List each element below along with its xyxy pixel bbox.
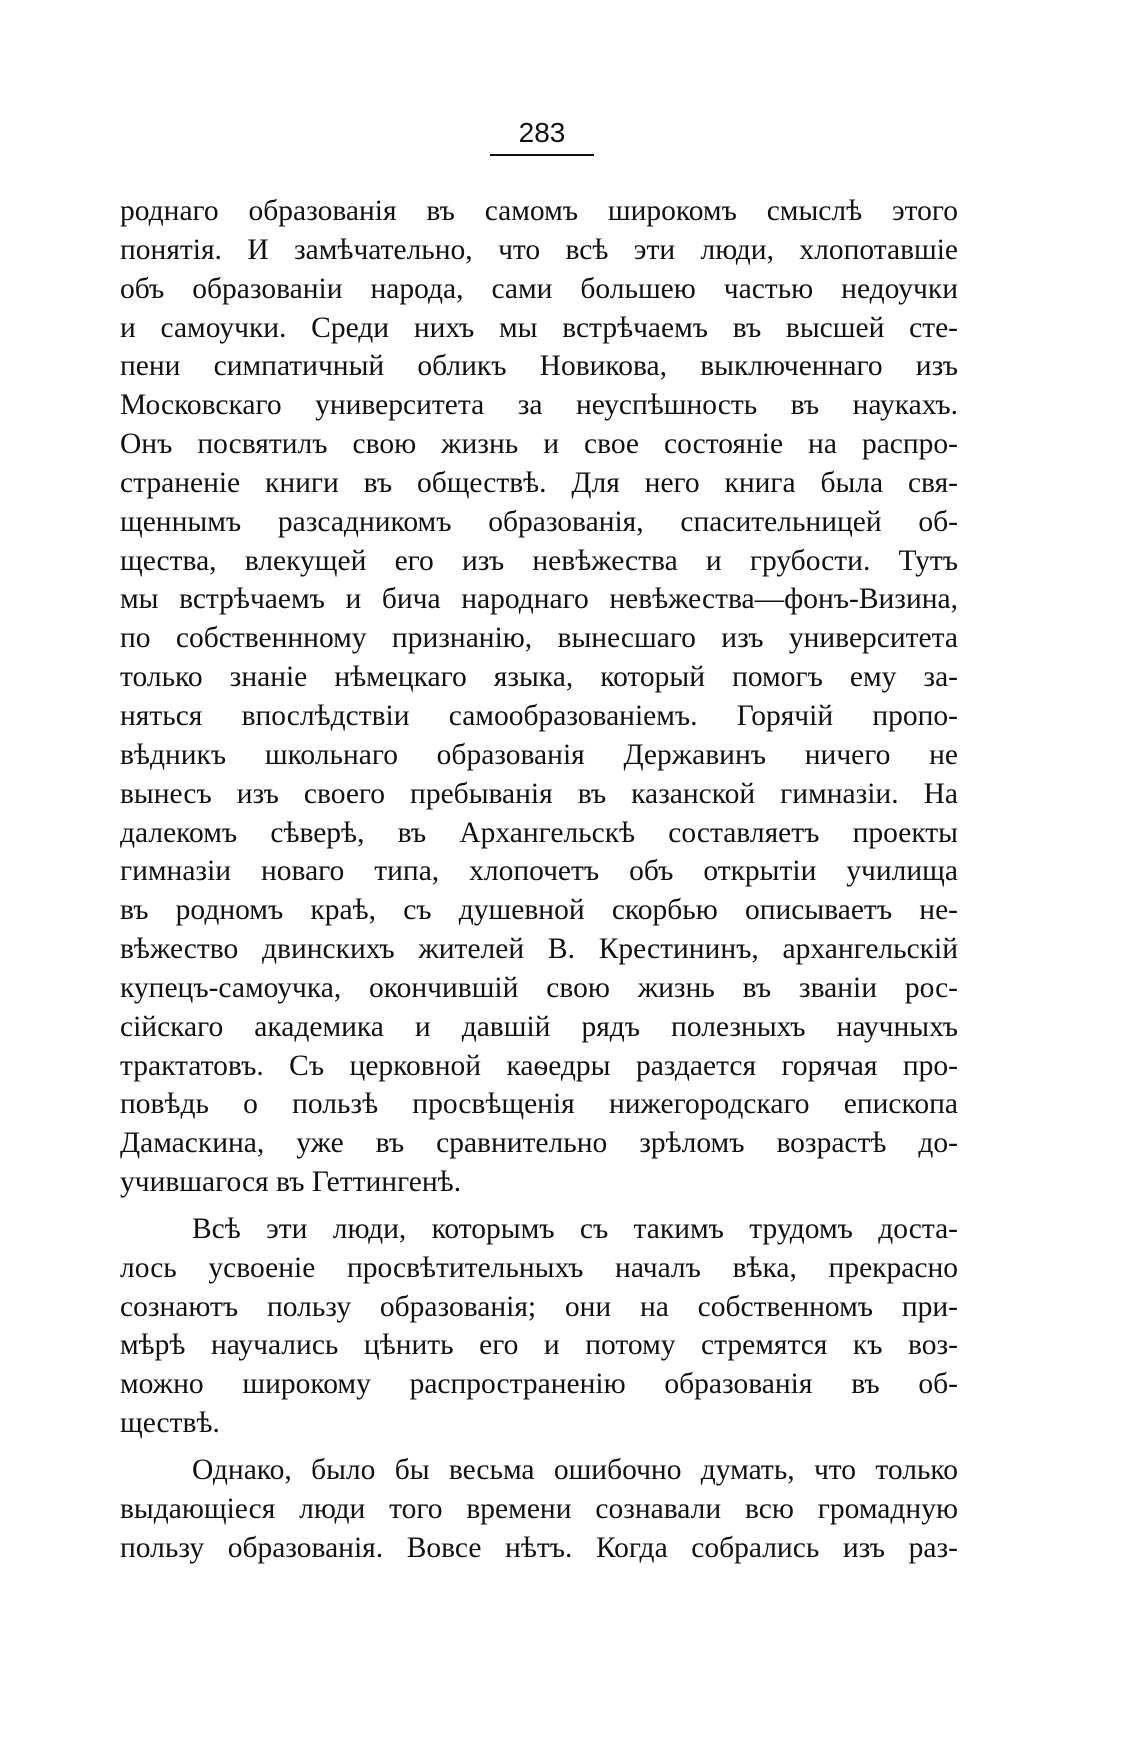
text-line: Московскаго университета за неуспѣшность въ наукахъ.: [120, 389, 958, 422]
text-line: щеннымъ разсадникомъ образованія, спасительницей об-: [120, 505, 958, 538]
text-line: пени симпатичный обликъ Новикова, выключеннаго изъ: [120, 350, 958, 383]
text-line: понятія. И замѣчательно, что всѣ эти люди, хлопотавшіе: [120, 233, 958, 266]
text-line: вѣдникъ школьнаго образованія Державинъ ничего не: [120, 738, 958, 771]
text-line: Однако, было бы весьма ошибочно думать, что только: [192, 1454, 958, 1486]
body-text: [120, 192, 958, 1568]
text-line: повѣдь о пользѣ просвѣщенія нижегородскаго епископа: [120, 1088, 958, 1121]
text-line: далекомъ сѣверѣ, въ Архангельскѣ составляетъ проекты: [120, 816, 958, 849]
paragraph-3: [120, 1451, 958, 1568]
text-line: сійскаго академика и давшій рядъ полезныхъ научныхъ: [120, 1010, 958, 1043]
text-line: щества, влекущей его изъ невѣжества и грубости. Тутъ: [120, 544, 958, 577]
text-line: вынесъ изъ своего пребыванія въ казанской гимназіи. На: [120, 777, 958, 810]
text-line: купецъ-самоучка, окончившій свою жизнь въ званіи рос-: [120, 971, 958, 1004]
text-line: можно широкому распространенію образованія въ об-: [120, 1368, 958, 1401]
page-number-rule: [490, 154, 594, 156]
text-line: въ родномъ краѣ, съ душевной скорбью описываетъ не-: [120, 894, 958, 927]
text-line: мы встрѣчаемъ и бича народнаго невѣжества—фонъ-Визина,: [120, 583, 958, 616]
text-line: Всѣ эти люди, которымъ съ такимъ трудомъ доста-: [192, 1212, 958, 1245]
text-line: выдающіеся люди того времени сознавали всю громадную: [120, 1492, 958, 1525]
text-line: и самоучки. Среди нихъ мы встрѣчаемъ въ высшей сте-: [120, 311, 958, 344]
text-line: Онъ посвятилъ свою жизнь и свое состояніе на распро-: [120, 428, 958, 461]
text-line: гимназіи новаго типа, хлопочетъ объ открытіи училища: [120, 855, 958, 888]
text-line: по собственнному признанію, вынесшаго изъ университета: [120, 622, 958, 655]
text-line: вѣжество двинскихъ жителей В. Крестининъ, архангельскій: [120, 933, 958, 966]
paragraph-1: [120, 192, 958, 1202]
text-line: няться впослѣдствіи самообразованіемъ. Горячій пропо-: [120, 699, 958, 732]
paragraph-gap: [120, 1443, 958, 1451]
text-line: мѣрѣ научались цѣнить его и потому стремятся къ воз-: [120, 1329, 958, 1362]
text-line: трактатовъ. Съ церковной каѳедры раздается горячая про-: [120, 1049, 958, 1082]
text-line: только знаніе нѣмецкаго языка, который помогъ ему за-: [120, 661, 958, 694]
text-line: роднаго образованія въ самомъ широкомъ смыслѣ этого: [120, 195, 958, 227]
page-header: [490, 116, 594, 156]
text-line: ществѣ.: [120, 1407, 220, 1440]
text-line: учившагося въ Геттингенѣ.: [120, 1166, 462, 1199]
paragraph-2: [120, 1210, 958, 1443]
text-line: лось усвоеніе просвѣтительныхъ началъ вѣка, прекрасно: [120, 1251, 958, 1284]
paragraph-gap: [120, 1202, 958, 1210]
text-line: Дамаскина, уже въ сравнительно зрѣломъ возрастѣ до-: [120, 1127, 958, 1160]
page-number: 283: [518, 117, 566, 148]
text-line: объ образованіи народа, сами большею частью недоучки: [120, 272, 958, 305]
text-line: пользу образованія. Вовсе нѣтъ. Когда собрались изъ раз-: [120, 1531, 958, 1564]
text-line: сознаютъ пользу образованія; они на собственномъ при-: [120, 1290, 958, 1323]
text-line: страненіе книги въ обществѣ. Для него книга была свя-: [120, 466, 958, 499]
